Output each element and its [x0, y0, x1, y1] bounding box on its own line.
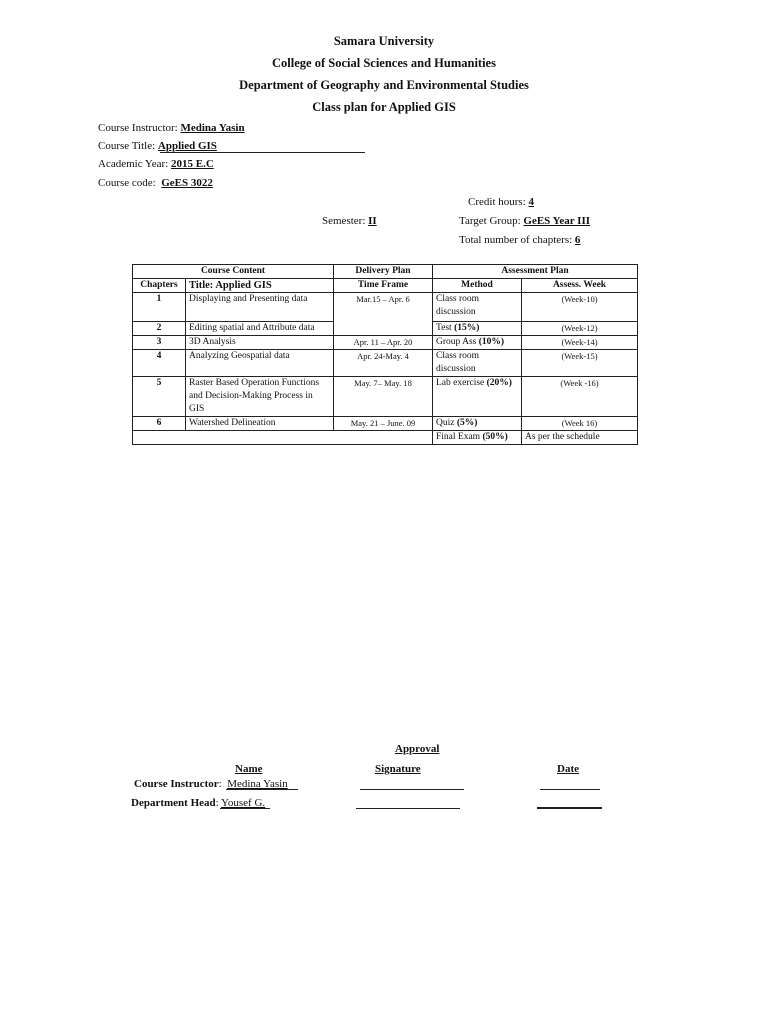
- method-weight: (50%): [482, 432, 508, 442]
- header-assess-week: Assess. Week: [522, 279, 638, 293]
- table-row: [133, 377, 638, 417]
- method: Class room discussion: [433, 350, 522, 377]
- total-chapters-field: [459, 234, 580, 246]
- header-assessment-plan: Assessment Plan: [433, 265, 638, 279]
- label: Target Group:: [459, 215, 521, 227]
- instructor-name: Medina Yasin: [227, 778, 288, 790]
- table-row: [133, 336, 638, 350]
- assess-week: As per the schedule: [522, 431, 638, 445]
- method-text: Test: [436, 323, 455, 333]
- value: Medina Yasin: [180, 122, 245, 134]
- header-delivery-plan: Delivery Plan: [334, 265, 433, 279]
- chapter-content: Editing spatial and Attribute data: [186, 322, 334, 336]
- method: [433, 431, 522, 445]
- time-frame: Apr. 11 – Apr. 20: [334, 336, 433, 350]
- label: Course code:: [98, 177, 156, 189]
- plan-title: Class plan for Applied GIS: [312, 100, 456, 114]
- chapter-number: 4: [133, 350, 186, 377]
- time-frame: Mar.15 – Apr. 6: [334, 293, 433, 336]
- table-group-header: [133, 265, 638, 279]
- assess-week: (Week-10): [522, 293, 638, 322]
- value: II: [368, 215, 377, 227]
- course-title-field: [98, 140, 217, 152]
- underline: [160, 152, 365, 153]
- label: Academic Year:: [98, 158, 169, 170]
- method-text: Final Exam: [436, 432, 483, 442]
- credit-hours-field: [468, 196, 534, 208]
- method: [433, 377, 522, 417]
- method-weight: (20%): [486, 378, 512, 388]
- head-approval: Department Head: Yousef G.: [131, 797, 266, 809]
- label: Total number of chapters:: [459, 234, 573, 246]
- value: Applied GIS: [157, 140, 217, 152]
- approval-title: Approval: [395, 743, 440, 755]
- label: Course Instructor:: [98, 122, 178, 134]
- table-row: [133, 350, 638, 377]
- target-group-field: [459, 215, 590, 227]
- method-text: Lab exercise: [436, 378, 487, 388]
- chapter-number: 3: [133, 336, 186, 350]
- time-frame: Apr. 24-May. 4: [334, 350, 433, 377]
- assess-week: (Week-14): [522, 336, 638, 350]
- label: Course Title:: [98, 140, 156, 152]
- name-header: Name: [235, 763, 263, 775]
- method-text: Group Ass: [436, 337, 479, 347]
- header-method: Method: [433, 279, 522, 293]
- empty-cell: [133, 431, 433, 445]
- date-header: Date: [557, 763, 579, 775]
- assess-week: (Week -16): [522, 377, 638, 417]
- table-column-header: [133, 279, 638, 293]
- header-time-frame: Time Frame: [334, 279, 433, 293]
- table-row-final: [133, 431, 638, 445]
- header-chapters: Chapters: [133, 279, 186, 293]
- course-code-field: [98, 177, 213, 189]
- signature-header: Signature: [375, 763, 421, 775]
- label: Department Head: [131, 797, 216, 809]
- college-name: College of Social Sciences and Humanities: [272, 56, 496, 70]
- assess-week: (Week 16): [522, 417, 638, 431]
- method-weight: (5%): [456, 418, 478, 428]
- assess-week: (Week-12): [522, 322, 638, 336]
- date-line: [537, 807, 602, 809]
- chapter-number: 6: [133, 417, 186, 431]
- chapter-content: Watershed Delineation: [186, 417, 334, 431]
- chapter-number: 1: [133, 293, 186, 322]
- name-line: [226, 789, 298, 790]
- method-text: Quiz: [436, 418, 457, 428]
- value: GeES 3022: [161, 177, 213, 189]
- name-line: [220, 808, 270, 809]
- signature-line: [360, 789, 464, 790]
- value: GeES Year III: [523, 215, 591, 227]
- class-plan-table: [132, 264, 638, 445]
- chapter-number: 5: [133, 377, 186, 417]
- time-frame: May. 7– May. 18: [334, 377, 433, 417]
- time-frame: May. 21 – June. 09: [334, 417, 433, 431]
- label: Course Instructor: [134, 778, 219, 790]
- label: Credit hours:: [468, 196, 526, 208]
- assess-week: (Week-15): [522, 350, 638, 377]
- instructor-approval: Course Instructor: Medina Yasin: [134, 778, 288, 790]
- header-title: Title: Applied GIS: [186, 279, 334, 293]
- semester-field: [322, 215, 377, 227]
- method: [433, 322, 522, 336]
- method-weight: (10%): [478, 337, 505, 347]
- value: 6: [574, 234, 581, 246]
- method: [433, 336, 522, 350]
- method-weight: (15%): [454, 323, 480, 333]
- value: 4: [528, 196, 534, 208]
- table-row: [133, 293, 638, 322]
- table-row: [133, 417, 638, 431]
- chapter-content: Analyzing Geospatial data: [186, 350, 334, 377]
- value: 2015 E.C: [171, 158, 214, 170]
- chapter-content: Raster Based Operation Functions and Decision-Making Process in GIS: [186, 377, 334, 417]
- method: Class room discussion: [433, 293, 522, 322]
- date-line: [540, 789, 600, 790]
- method: [433, 417, 522, 431]
- chapter-content: Displaying and Presenting data: [186, 293, 334, 322]
- header-course-content: Course Content: [133, 265, 334, 279]
- label: Semester:: [322, 215, 366, 227]
- university-name: Samara University: [333, 34, 435, 48]
- head-name: Yousef G.: [221, 797, 266, 809]
- signature-line: [356, 808, 460, 809]
- academic-year-field: [98, 158, 214, 170]
- instructor-field: [98, 122, 245, 134]
- department-name: Department of Geography and Environmental Studies: [239, 78, 529, 92]
- chapter-content: 3D Analysis: [186, 336, 334, 350]
- chapter-number: 2: [133, 322, 186, 336]
